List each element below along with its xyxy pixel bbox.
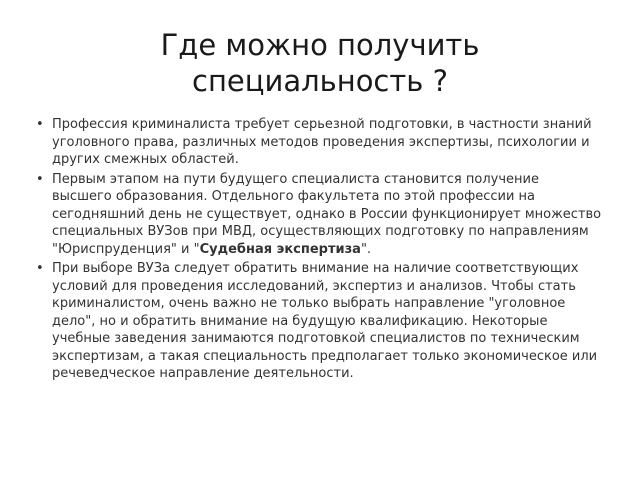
bullet-text-2-bold: Судебная экспертиза [199, 241, 361, 257]
bullet-text-3: При выборе ВУЗа следует обратить внимание на наличие соответствующих условий для проведения исследований, экспертиз и анализов. Чтобы стать криминалистом, очень важно не только выбрать направление "уголовное дело", но и обратить внимание на будущую квалификацию. Некоторые учебные заведения занимаются подготовкой специалистов по техническим экспертизам, а такая специальность предполагает только экономическое или речеведческое направление деятельности. [52, 261, 598, 381]
bullet-list [36, 116, 602, 385]
bullet-item-1 [36, 116, 602, 169]
bullet-item-3 [36, 260, 602, 383]
bullet-text-1: Профессия криминалиста требует серьезной подготовки, в частности знаний уголовного права, различных методов проведения экспертизы, психологии и других смежных областей. [52, 117, 592, 167]
bullet-dot-icon: • [36, 261, 44, 276]
bullet-dot-icon: • [36, 117, 44, 132]
bullet-text-2-start: Первым этапом на пути будущего специалиста становится получение высшего образования. Отдельного факультета по этой профессии на сегодняшний день не существует, однако в России функционирует множество специальных ВУЗов при МВД, осуществляющих подготовку по направлениям "Юриспруденция" и " [52, 171, 602, 257]
bullet-text-2-end: ". [360, 241, 372, 257]
bullet-item-2 [36, 171, 602, 259]
slide-title-line-2: специальность ? [192, 64, 448, 98]
slide-title [20, 27, 620, 99]
slide-title-line-1: Где можно получить [160, 28, 480, 62]
bullet-dot-icon: • [36, 171, 44, 187]
